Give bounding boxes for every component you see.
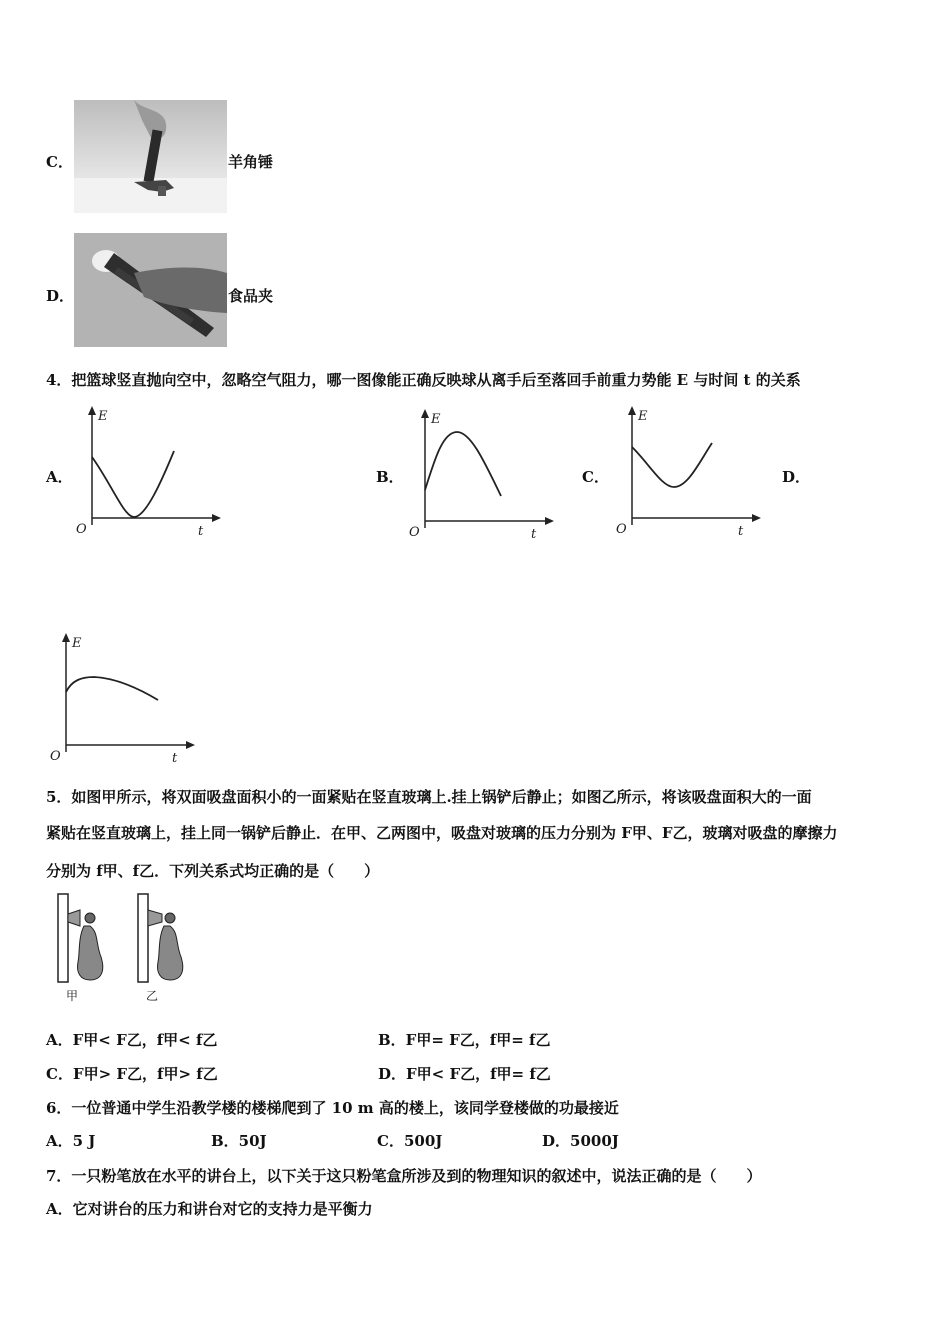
q6-option-a: A．5 J — [46, 1132, 96, 1150]
q5-option-d: D．F甲< F乙，f甲= f乙 — [378, 1065, 551, 1083]
y-axis-arrow — [628, 406, 636, 415]
figure-label-yi: 乙 — [146, 989, 159, 1003]
suction-cup-knob — [165, 913, 175, 923]
q5-option-c: C．F甲> F乙，f甲> f乙 — [46, 1065, 218, 1083]
hammer-photo — [74, 100, 227, 213]
q5-stem-line2: 紧贴在竖直玻璃上，挂上同一锅铲后静止．在甲、乙两图中，吸盘对玻璃的压力分别为 F甲、F乙，玻璃对吸盘的摩擦力 — [46, 824, 838, 842]
q4-option-b-label: B． — [376, 468, 404, 486]
y-label: E — [638, 409, 648, 424]
q6-stem: 6．一位普通中学生沿教学楼的楼梯爬到了 10 m 高的楼上，该同学登楼做的功最接近 — [46, 1099, 619, 1117]
x-label: t — [531, 527, 537, 542]
q3-option-c-caption: 羊角锤 — [228, 153, 274, 171]
x-axis-arrow — [545, 517, 554, 525]
y-label: E — [98, 409, 108, 424]
q3-option-c-label: C． — [46, 153, 73, 171]
q4-graph-a — [72, 405, 222, 540]
x-axis-arrow — [752, 514, 761, 522]
curve-c — [632, 443, 712, 487]
y-axis-arrow — [421, 409, 429, 418]
glass-pane-left — [58, 894, 68, 982]
y-axis-arrow — [88, 406, 96, 415]
glass-pane-right — [138, 894, 148, 982]
x-label: t — [172, 751, 178, 766]
origin-label: O — [616, 522, 627, 537]
x-axis-arrow — [186, 741, 195, 749]
q7-stem: 7．一只粉笔放在水平的讲台上，以下关于这只粉笔盒所涉及到的物理知识的叙述中，说法正确的是（ ） — [46, 1167, 762, 1185]
x-label: t — [198, 524, 204, 539]
q6-option-d: D．5000J — [542, 1132, 619, 1150]
origin-label: O — [409, 525, 420, 540]
q5-suction-cup-figure — [50, 892, 200, 1007]
tongs-illustration — [74, 233, 227, 347]
q4-graph-b — [405, 408, 555, 543]
origin-label: O — [50, 749, 61, 764]
q6-option-c: C．500J — [377, 1132, 443, 1150]
q4-graph-c — [612, 405, 762, 540]
q5-option-b: B．F甲= F乙，f甲= f乙 — [378, 1031, 551, 1049]
x-axis-arrow — [212, 514, 221, 522]
curve-a — [92, 451, 174, 517]
q4-option-c-label: C． — [582, 468, 609, 486]
spatula-right — [158, 926, 183, 980]
y-label: E — [72, 636, 82, 651]
suction-cup-knob — [85, 913, 95, 923]
y-label: E — [431, 412, 441, 427]
suction-cup-large-face — [148, 910, 162, 926]
figure-label-jia: 甲 — [66, 989, 79, 1003]
q5-option-a: A．F甲< F乙，f甲< f乙 — [46, 1031, 218, 1049]
q3-option-d-label: D． — [46, 287, 75, 305]
q5-stem-line3: 分别为 f甲、f乙．下列关系式均正确的是（ ） — [46, 862, 380, 880]
food-tongs-photo — [74, 233, 227, 347]
x-label: t — [738, 524, 744, 539]
q5-stem-line1: 5．如图甲所示，将双面吸盘面积小的一面紧贴在竖直玻璃上.挂上锅铲后静止；如图乙所示，将该吸盘面积大的一面 — [46, 788, 812, 806]
suction-cup-small-face — [68, 910, 80, 926]
q6-option-b: B．50J — [211, 1132, 267, 1150]
hammer-illustration — [74, 100, 227, 213]
y-axis-arrow — [62, 633, 70, 642]
q4-stem: 4．把篮球竖直抛向空中，忽略空气阻力，哪一图像能正确反映球从离手后至落回手前重力势能 E 与时间 t 的关系 — [46, 371, 801, 389]
q4-graph-d — [46, 632, 196, 767]
origin-label: O — [76, 522, 87, 537]
q7-option-a: A．它对讲台的压力和讲台对它的支持力是平衡力 — [46, 1200, 373, 1218]
q3-option-d-caption: 食品夹 — [228, 287, 274, 305]
q4-option-a-label: A． — [46, 468, 73, 486]
curve-d — [66, 677, 158, 700]
spatula-left — [78, 926, 103, 980]
q4-option-d-label: D． — [782, 468, 811, 486]
curve-b — [425, 432, 501, 496]
